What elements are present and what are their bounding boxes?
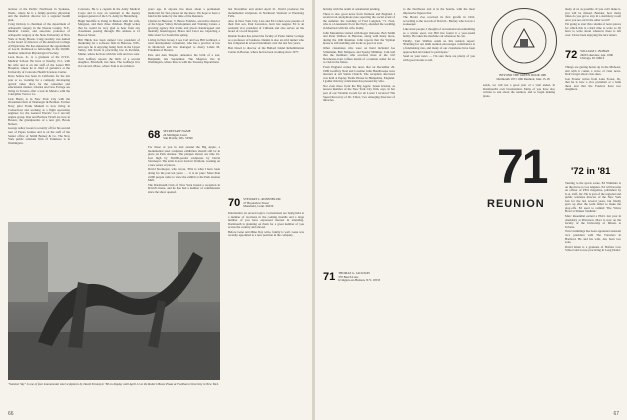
- paragraph: last November and ended April 21. David produces his monumental sculptures in Northeast Vermont at Enosburg Falls.: [228, 8, 304, 19]
- right-page: [315, 0, 627, 420]
- seal-emblem: [492, 9, 556, 73]
- section-heading: '72 in '81: [571, 166, 611, 177]
- paragraph: Hugh Sutcliffe is living in Boston with his wife, Margaret, and their three children. Hugh writes that he would be very glad to hear from any classmates passing through. His address is 12 Beacon Street.: [78, 18, 140, 38]
- reunion-seal: [491, 8, 557, 74]
- right-column-2: [403, 8, 475, 408]
- paragraph: Pete and Ann Shapiro announce the birth of a son, Benjamin, last September. The Shapiros live in Washington, where Pete is with the Treasury Department.: [148, 53, 220, 65]
- paragraph: Turning to the sports scene, Ed Wimmler is on the move to Los Angeles. Ed will become an officer of PEO magazine, published by G.A. Zeff, Inc. He is part of the regional and public relations director of the New York Jets for the last several years, but finally gave up after the team failed to make the play-offs. Ed used to remind 'The Wives Bowl at Shakes Stadium.': [565, 182, 621, 214]
- class-68-header: [148, 130, 220, 141]
- secretary-name: THOMAS G. JACKSON: [338, 271, 370, 275]
- paragraph: to the Northwest and is in the Seattle, with the most impressive figures that.: [403, 8, 475, 15]
- reunion-logo: [483, 140, 555, 230]
- paragraph: Not even more from the Big Apple: Susan Klazan, as newest member of the New York City firm, says, in her part of our 'Notable Goods for lat Lozes' I received 'The Speed Recovery of Dr. T-Rex,' two emerging directors of miracles.: [323, 83, 395, 103]
- paragraph: Marc Rosenthal earned a Ph.D. last year in chemistry at Princeton. Marc is now on the faculty of the University of Illinois at Urbana.: [565, 214, 621, 229]
- right-column-4c: [565, 182, 621, 408]
- paragraph: The Dartmouth Club of New York hosted a reception in David's honor, and he has had a number of commissions since the show opened.: [148, 182, 220, 194]
- address-line: Irvington-on-Hudson, N.Y. 10533: [338, 278, 381, 282]
- class-number: 68: [148, 129, 161, 141]
- secretary-name: SECRETARY NAME: [163, 129, 191, 133]
- sculpture-photo: [8, 222, 220, 380]
- paragraph: Craig Ordway is chairman of the department of orthopedic surgery in the Nassau County, N.Y., Medical Center, and associate professor of orthopedic surgery at the State University of New York at Stony Brook. Craig recently was named to the board of directors of the American College of Physicians. He has announced the appointment of Lee R. Robinson to fellowship in the 50,000-member American Physiological Society.: [8, 22, 70, 55]
- page-number-left: 66: [8, 411, 14, 417]
- paragraph: I'm going to start this column of news pieces for which this is a hard time to write so I'll have to write about whatever there is left over. I have been enjoying the nice letters.: [565, 22, 621, 38]
- paragraph: Bob Dowd is director of the Bullard Island Rehabilitation Center in Boston, where he has been working since 1977.: [228, 46, 304, 54]
- secretary-name: STEWART L. ROSENBLUM: [243, 197, 281, 201]
- paragraph: Charles in Hanover, V. Bruce Fabrizio, executive director of the Upper Valley Development and Training Center, a growing agency that trains and places handicapped and mentally handicapped, Bruce and Carol are 'expecting a little sister' for Sarah this spring.: [148, 18, 220, 38]
- left-column-4b: [228, 212, 304, 384]
- paragraph: sends, we will not a good year of a vital ended, in Dartmouth's own bicentennial. Many of you have also written to ask about the reunion, and to begin making plans.: [483, 84, 555, 98]
- paragraph: From England comes the news that on December 20, 1980 Geoffrey Neal and Caroline Jolin Handbrooke were married at All Saints Church. The reception afterward was held at Pepley Fields House in Hampshire. England. I gather this tiny celebration has pleased my wife.: [323, 64, 395, 84]
- paragraph: George Adley Green is recently off for his second tour of Papua Guinea and is on the staff of the Senior office of Smith Barney & Co. The New York public relations firm of Fenimore is in Washington.: [8, 126, 70, 145]
- paragraph: holiday with the realm of ornamental pruning.: [323, 8, 381, 11]
- paragraph: Before Gene and Mike Day write, family is well. Gene was recently appointed to a new position in the company.: [228, 229, 304, 238]
- paragraph: Leon Roos, Jr., is a graduate of the N.Y.U. Medical School. He lives at Tenafly, N.J., with his wife and is on the staff of the Lenox Hill Hospital, where he is chief of geriatrics at the University of Colorado Health Sciences Center.: [8, 55, 70, 74]
- address-line: Chicago, Ill. 60614: [580, 56, 605, 60]
- address-line: 370 Beech Lane: [338, 274, 359, 279]
- address-line: Sun Prairie, Wis. 53590: [163, 136, 193, 140]
- seal-text: Dartmouth 1971 10th Reunion, June 15-18: [496, 76, 550, 81]
- reunion-numeral: 71: [497, 141, 547, 194]
- right-column-1: [323, 8, 395, 268]
- paragraph: Joel Frazier writes from Lake Forest, Ill., that he is now a vice president at a bank there and that the Fraziers have two daughters.: [565, 76, 621, 92]
- class-number: 70: [228, 197, 241, 209]
- paragraph: Dennis Stokes has joined the faculty of Parks Junior College as a professor of business. Dennis is also an avid runner who has competed in several marathons over the last few years.: [228, 34, 304, 46]
- class-number: 71: [323, 271, 336, 283]
- address-line: Mansfield, Conn. 06250: [243, 204, 274, 208]
- page-number-right: 67: [613, 411, 619, 417]
- paragraph: Colorado. He is a captain in the Army Medical Corps and is now an assistant to the deputy surgeon general of the U.S. Army in Heidelberg.: [78, 8, 140, 19]
- paragraph: There is also good news from Vermont and England. I received an anonymous note reporting the social event of the summer: the wedding of Fred Langdon, '71. Fred, who is a Lieutenant JG in the Navy, attended the wedding in Montreal with his wife, Kathy.: [323, 11, 395, 30]
- address-line: 24 Michigan Court: [163, 132, 187, 137]
- paragraph: Dave Sebree has been in California for the last year or so, working for a company developing optical video discs for the consumer and educational market. Charles and Lisa Farrage are living in Toronto after a tour in Mexico with the Caterpillar Tractor Co.: [8, 74, 70, 97]
- paragraph: The Bronx Zoo received its first giraffe in 1910, according to the records of David L. Bartley who is now a zookeeper.: [403, 15, 475, 27]
- secretary-name: WILLIAM C. BOHAN: [580, 49, 610, 53]
- paragraph: Tom Gaffney reports the birth of a second daughter, Elizabeth, last June. The Gaffneys live in Concord, Mass., where Tom is an architect.: [78, 56, 140, 68]
- paragraph: Finally, Curt Wallins sends us this tension report: 'Planning for our tenth reunion encourages contributors at a fundraising rate, and many of our classmates have been approached and asked to participate.': [403, 38, 475, 54]
- left-column-4: [228, 8, 304, 128]
- paragraph: Send us your news — I'm sure there are plenty of you with good stories to tell.: [403, 54, 475, 62]
- seal-caption: [487, 74, 559, 81]
- right-column-4: [565, 8, 621, 48]
- class-71-header: [323, 272, 395, 283]
- left-column-1: [8, 8, 70, 220]
- photo-caption: "Summer Sky" is one of four monumental steel sculptures by David Stromeyer '68 on display until April 21 at the Robert Moses Plaza at Fordham University in New York.: [8, 382, 219, 386]
- paragraph: years ago. If anyone has ideas about a permanent memorial for Ted, please let me know. We hope to have a fund in his name by the time of the Reunion.: [148, 8, 220, 19]
- address-line: 2400 Lakeview, Apt. 1006: [580, 52, 613, 57]
- left-column-2: [78, 8, 140, 213]
- class-70-header: [228, 198, 304, 209]
- left-page: [0, 0, 312, 420]
- left-column-3: [148, 8, 220, 128]
- address-line: 27 Brookview Street: [243, 200, 269, 205]
- paragraph: Living in New Jersey, I see Carl and Lee Hill Lombard, a rural development consultant, who has a practice of law in Montclair and has managed to marry Linda M. Friedman of Boston.: [148, 37, 220, 53]
- paragraph: Other classmates who were on hand included Joe Schumann, Bob Simpson, and Sparky Millman. I am told that the members who received most of the 'old' Newhouse-Joan coffees dream of a reunion center for us to visit in the future.: [323, 46, 395, 65]
- paragraph: John Masamitsu visited with Roger Osborne, Bob Smith and Peter Wallace in Hanover, along with many more, during the 10th Reunion. John reports that the Wyman house is still standing and looks as good as ever.: [323, 30, 395, 46]
- class-72-header: [565, 50, 621, 61]
- paragraph: Jack Harris is in New York City with the investment firm of Neuberger & Berman. Former Navy pilot Frank Maskell is now living in Connecticut and working as a flight operations engineer for the General Electric Co.'s aircraft engine group. Dan and Barbara Tirrell are now in Boston, the grandparents of a new girl, Brook Nelson.: [8, 96, 70, 126]
- paragraph: Things are getting hotter up in the Midwest, and with it comes a wave of class news. Don't forget about class dues.: [565, 66, 621, 77]
- seal-text: BEYOND THE GREEN DOOR 1981: [499, 73, 547, 77]
- right-column-4b: [565, 66, 621, 164]
- class-number: 72: [565, 49, 578, 61]
- paragraph: David Klein is a graduate of Hofstra Law School and is now practicing in Long Island.: [565, 244, 621, 253]
- paragraph: Bill Hinds has been named vice president of marketing for a software firm in Hanover, N.H., and says he is enjoying being back in the Upper Valley. Jim Ferris is practicing law in Portland, Maine, where he lives with his wife and two sons.: [78, 37, 140, 56]
- paragraph: Tom Cummings has been appointed assistant vice president with The Travelers in Hartford. He and his wife, Jan, have two sons.: [565, 229, 621, 245]
- reunion-word: REUNION: [487, 198, 545, 210]
- paragraph: Also in New York City, Lisa and Ed Cohen were parents of their first son, Paul Lawrence, born last August. Ed is an assistant vice president of Citibank and also serves on the board of a local hospital.: [228, 18, 304, 34]
- paragraph: David Stromeyer, who wrote, 'This is what I have been doing for the past ten years . . . it is no joke.' More than 2,000 people came to view the exhibit at the Park Avenue Mall.: [148, 167, 220, 183]
- sculpture-illustration: [8, 222, 220, 380]
- left-column-3b: [148, 146, 220, 220]
- paragraph: Information on several topics. Conventions are being held at a number of locations in the coming months and a large number of you have expressed interest in attending. Dartmouth is planning on them for a great number of you across the country and abroad.: [228, 212, 304, 230]
- right-column-3: [483, 84, 555, 132]
- paragraph: lecturer at the Pacific Northwest in Spokane, Wash., where he is a family-practice physician and the medical director for a regional health plan.: [8, 8, 70, 22]
- paragraph: Like most people, I thought of recreational snowmobiling as a winter sport, but Bill has found it a year-round hobby. He takes the machine out whenever he can.: [403, 27, 475, 39]
- paragraph: many of us as possible. If you can't make it, you will be missed. Besides, how many times do you get to stay in a dormitory room once you are out in the other world?: [565, 8, 621, 22]
- paragraph: For those of you in and around the Big Apple, a monumental steel sculpture exhibition should still be in place on Park Avenue. The plaques shown are nine 16-foot high by 36,000-pound sculptures by David Stromeyer. The artist is now back in Vermont, working on a new series of pieces.: [148, 146, 220, 167]
